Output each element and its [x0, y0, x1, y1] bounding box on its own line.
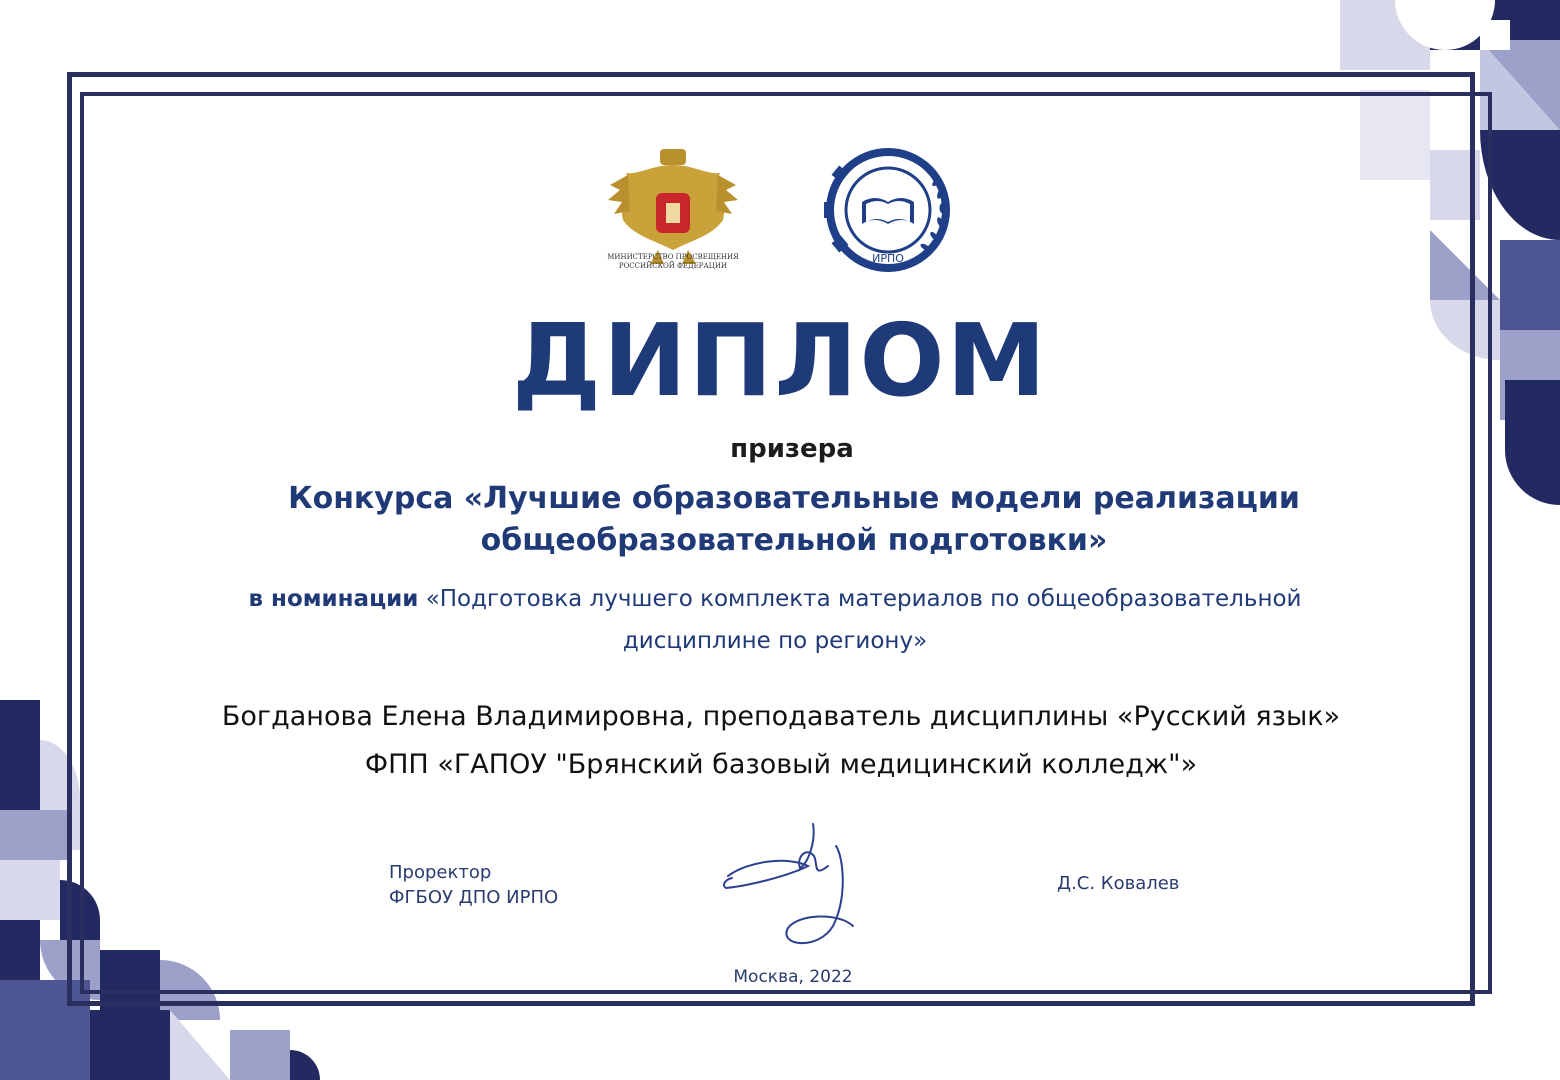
- signatory-name: Д.С. Ковалев: [1057, 873, 1180, 894]
- ministry-name-line2: РОССИЙСКОЙ ФЕДЕРАЦИИ: [618, 262, 728, 270]
- handwritten-signature: [718, 816, 868, 961]
- irpo-logo-icon: [822, 148, 954, 274]
- nomination-text-line1: «Подготовка лучшего комплекта материалов по общеобразовательной: [425, 586, 1302, 612]
- signatory-position: [389, 860, 558, 910]
- diploma-title: ДИПЛОМ: [511, 302, 1049, 419]
- recipient-type: призера: [730, 434, 854, 464]
- recipient-organization-line: ФПП «ГАПОУ "Брянский базовый медицинский колледж"»: [364, 749, 1198, 780]
- irpo-logo-text: ИРПО: [872, 252, 904, 265]
- contest-name: [0, 478, 1560, 562]
- ministry-name-line1: МИНИСТЕРСТВО ПРОСВЕЩЕНИЯ: [607, 253, 739, 261]
- recipient: [0, 693, 1560, 789]
- signatory-position-line1: Проректор: [389, 862, 492, 883]
- nomination: [150, 578, 1400, 662]
- signatory-position-line2: ФГБОУ ДПО ИРПО: [389, 887, 559, 908]
- nomination-lead: в номинации: [248, 586, 419, 612]
- nomination-text-line2: дисциплине по региону»: [622, 628, 928, 654]
- contest-name-line2: общеобразовательной подготовки»: [480, 523, 1108, 558]
- place-and-year: Москва, 2022: [733, 967, 853, 987]
- contest-name-line1: Конкурса «Лучшие образовательные модели реализации: [288, 481, 1300, 516]
- ministry-name: [598, 253, 748, 271]
- recipient-name-line: Богданова Елена Владимировна, преподаватель дисциплины «Русский язык»: [221, 701, 1341, 732]
